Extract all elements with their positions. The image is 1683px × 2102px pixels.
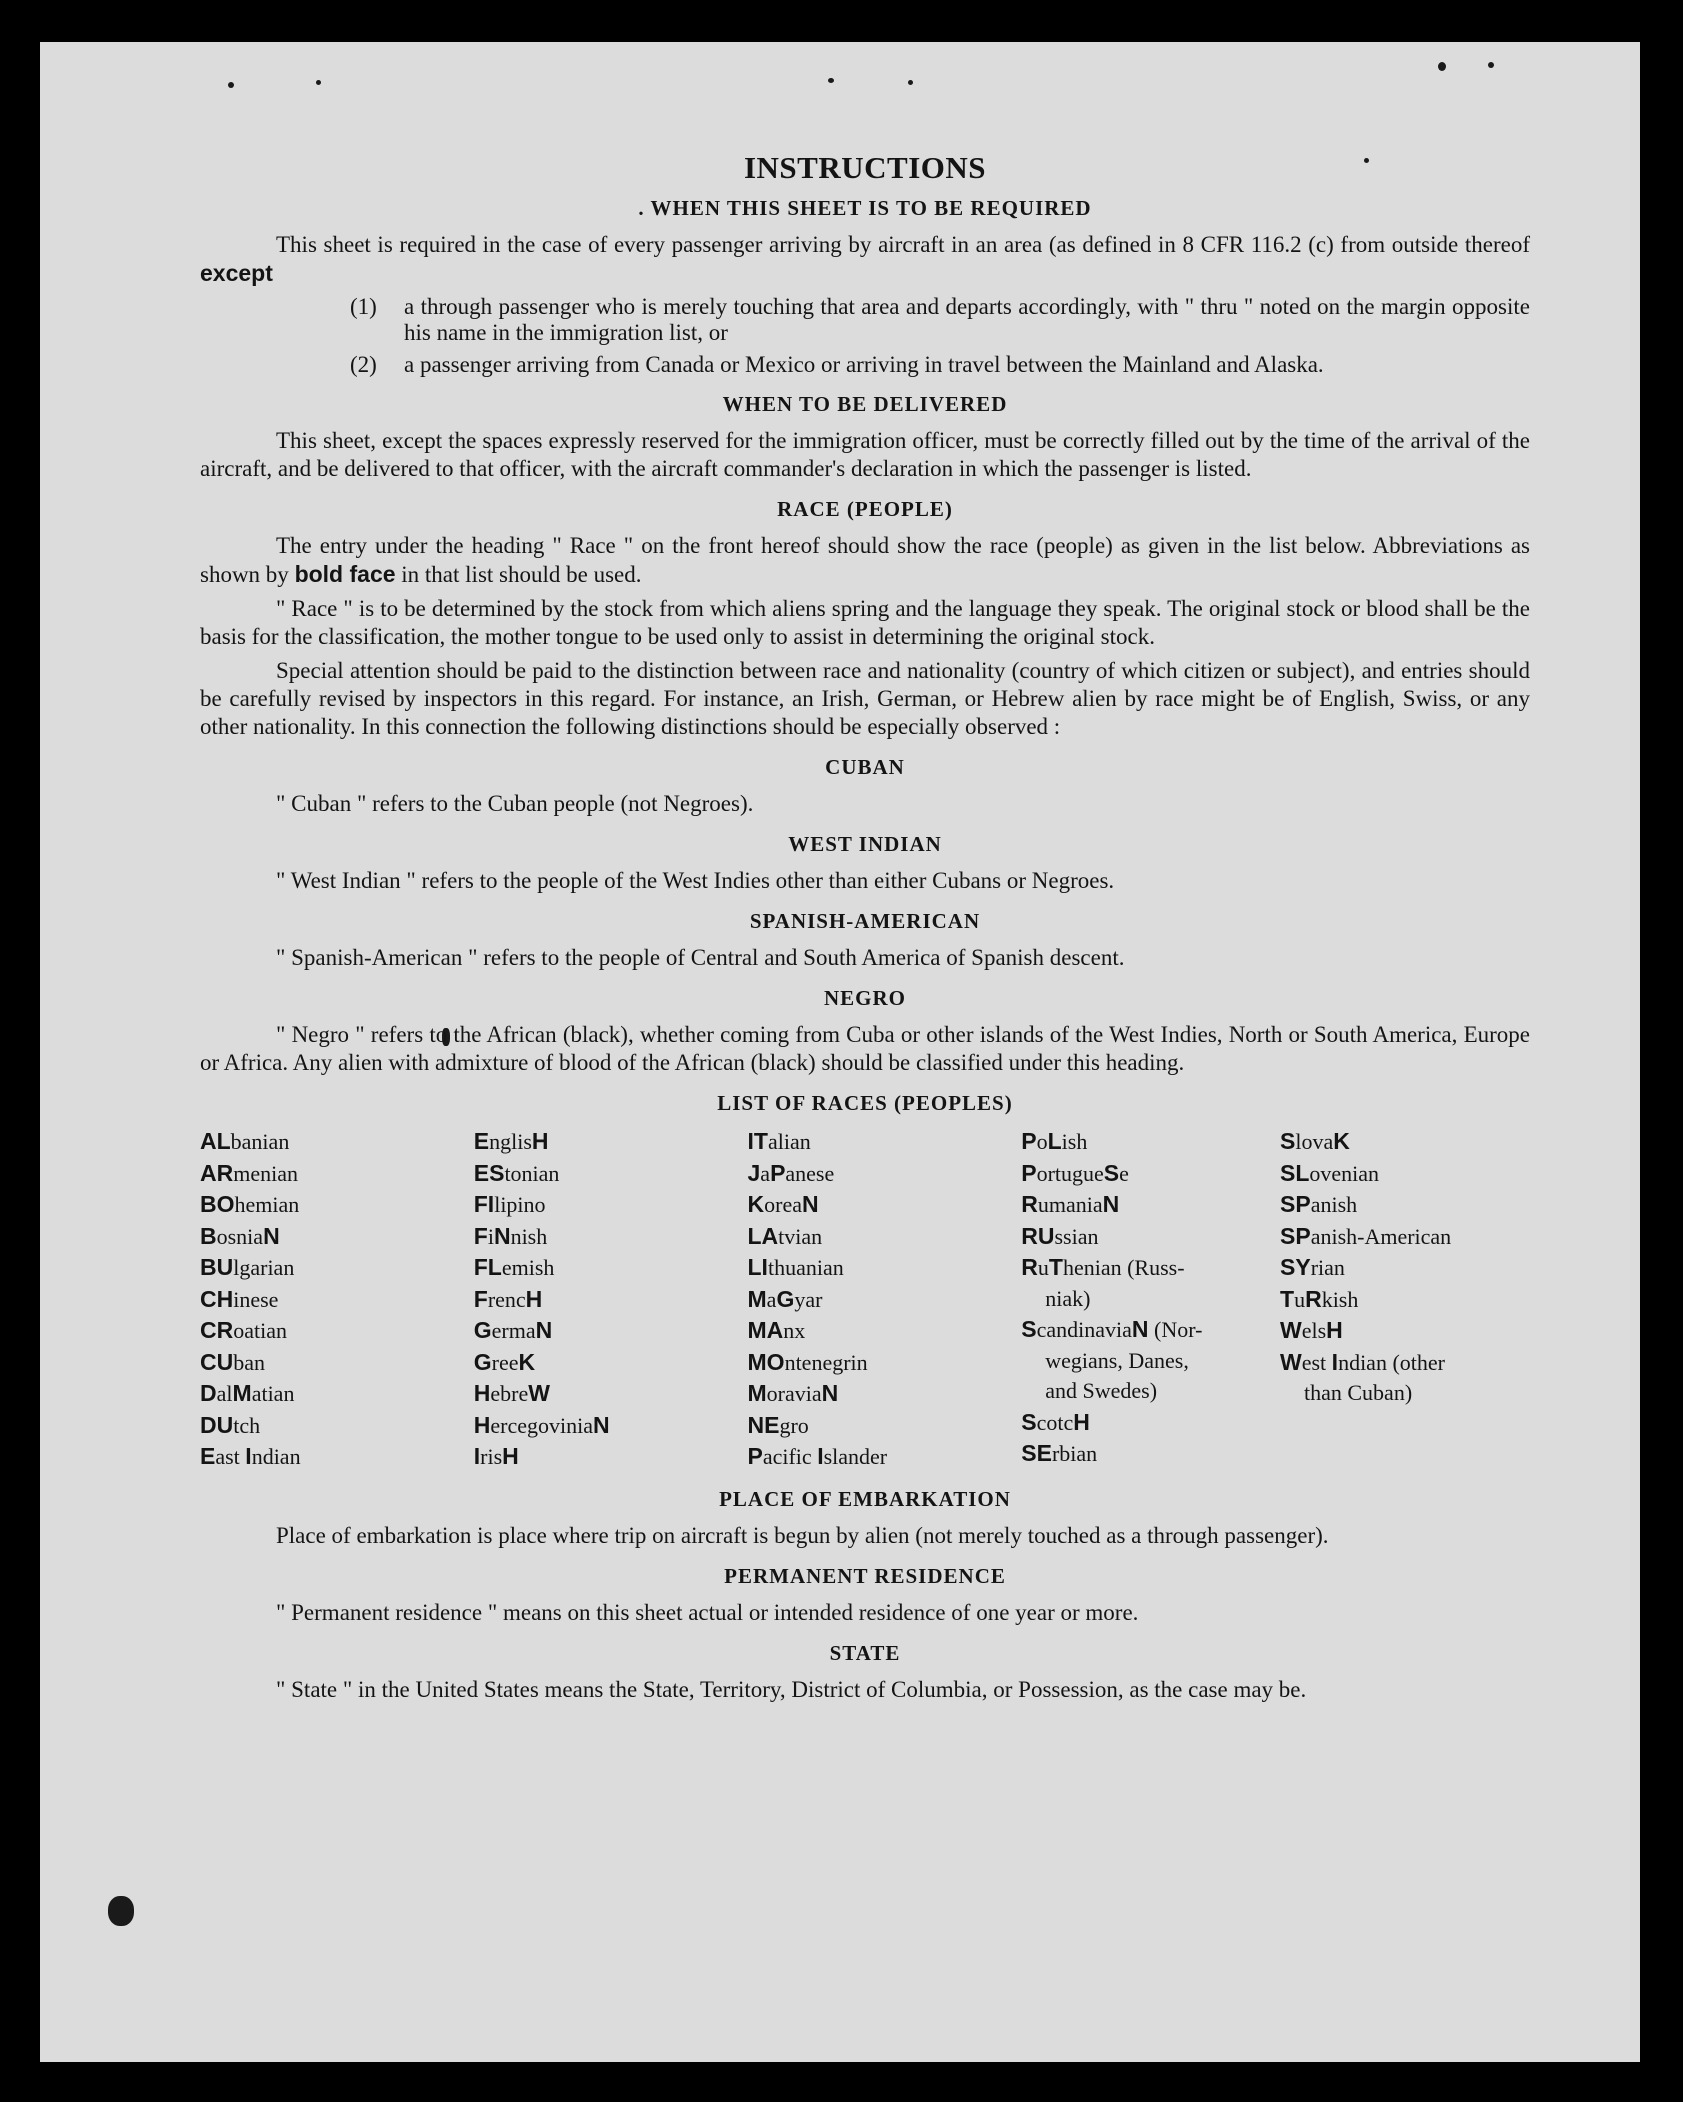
- section-text-race-2: " Race " is to be determined by the stock from which aliens spring and the language they speak. The original stock or blood shall be the basis for the classification, the mother tongue to be used only to assist in determining the original stock.: [200, 596, 1530, 649]
- race-entry: GermaN: [473, 1317, 553, 1343]
- section-text-delivered: This sheet, except the spaces expressly reserved for the immigration officer, must be correctly filled out by the time of the arrival of the aircraft, and be delivered to that officer, with the aircraft commander's declaration in which the passenger is listed.: [200, 428, 1530, 481]
- section-text-residence: " Permanent residence " means on this sheet actual or intended residence of one year or more.: [276, 1599, 1139, 1625]
- section-heading-spanish-american: SPANISH-AMERICAN: [749, 909, 981, 933]
- race-entry: NEgro: [747, 1411, 809, 1438]
- race-entry: IrisH: [473, 1443, 519, 1469]
- race-entry: BOhemian: [200, 1191, 300, 1217]
- section-heading-delivered: WHEN TO BE DELIVERED: [722, 392, 1008, 416]
- race-entry: TuRkish: [1280, 1285, 1359, 1312]
- race-entry: MAnx: [747, 1317, 806, 1343]
- race-entry: DalMatian: [200, 1380, 295, 1406]
- section-heading-negro: NEGRO: [823, 986, 906, 1010]
- race-column: [1280, 1126, 1530, 1473]
- race-entry: FLemish: [473, 1254, 555, 1280]
- race-entry: SPanish-American: [1280, 1222, 1452, 1249]
- race-entry: JaPanese: [747, 1159, 835, 1186]
- race-entry: FrencH: [473, 1285, 543, 1312]
- section-text-negro: " Negro " refers to the African (black), whether coming from Cuba or other islands of the West Indies, North or South America, Europe or Africa. Any alien with admixture of blood of the African (black) should be classified under this heading.: [200, 1022, 1530, 1075]
- race-entry: CUban: [200, 1348, 265, 1375]
- speck-mark: [828, 78, 834, 83]
- race-entry: SErbian: [1021, 1440, 1098, 1466]
- race-entry: KoreaN: [747, 1191, 819, 1217]
- race-entry: PortugueSe: [1021, 1159, 1129, 1186]
- race-entry: RuThenian (Russ- niak): [1021, 1254, 1185, 1311]
- race-entry: FIlipino: [473, 1191, 546, 1217]
- race-entry: ITalian: [747, 1128, 811, 1154]
- race-entry: EnglisH: [473, 1128, 549, 1154]
- document-page: [40, 42, 1640, 2062]
- race-entry: Pacific Islander: [747, 1443, 888, 1469]
- punch-hole-mark: [108, 1896, 134, 1926]
- section-heading-required: . WHEN THIS SHEET IS TO BE REQUIRED: [638, 196, 1092, 220]
- race-entry: SLovenian: [1280, 1159, 1380, 1186]
- race-entry: ScotcH: [1021, 1408, 1090, 1435]
- race-column: [200, 1126, 450, 1473]
- except-word: except: [200, 260, 273, 286]
- section-text-spanish-american: " Spanish-American " refers to the people of Central and South America of Spanish descent.: [276, 945, 1125, 970]
- section-heading-residence: PERMANENT RESIDENCE: [724, 1563, 1006, 1588]
- section-text-embarkation: Place of embarkation is place where trip on aircraft is begun by alien (not merely touched as a through passenger).: [276, 1522, 1329, 1548]
- race-column: [474, 1126, 724, 1473]
- speck-mark: [1488, 62, 1494, 68]
- race-entry: RumaniaN: [1021, 1191, 1120, 1217]
- section-text-west-indian: " West Indian " refers to the people of the West Indies other than either Cubans or Negroes.: [276, 868, 1115, 893]
- race-entry: ALbanian: [200, 1128, 290, 1154]
- speck-mark: [1438, 62, 1446, 71]
- page-title: INSTRUCTIONS: [743, 150, 986, 185]
- race-entry: SYrian: [1280, 1254, 1345, 1280]
- section-heading-west-indian: WEST INDIAN: [788, 832, 942, 856]
- race-entry: MOntenegrin: [747, 1348, 868, 1375]
- race-entry: CHinese: [200, 1285, 279, 1312]
- race-entry: MaGyar: [747, 1285, 823, 1312]
- list-item: (1) a through passenger who is merely touching that area and departs accordingly, with " thru " noted on the margin opposite his name in the immigration list, or: [350, 294, 1530, 345]
- section-heading-cuban: CUBAN: [825, 755, 905, 779]
- races-list: [200, 1126, 1530, 1473]
- race-column: [748, 1126, 998, 1473]
- section-text-race-3: Special attention should be paid to the distinction between race and nationality (country of which citizen or subject), and entries should be carefully revised by inspectors in this regard. For instance, an Irish, German, or Hebrew alien by race might be of English, Swiss, or any other nationality. In this connection the following distinctions should be especially observed :: [200, 658, 1530, 739]
- race-entry: LIthuanian: [747, 1254, 844, 1280]
- race-entry: EStonian: [473, 1159, 560, 1186]
- race-entry: GreeK: [473, 1348, 536, 1375]
- bold-face-phrase: bold face: [294, 561, 396, 587]
- speck-mark: [316, 80, 321, 85]
- race-entry: PoLish: [1021, 1128, 1088, 1154]
- race-entry: FiNnish: [473, 1222, 548, 1249]
- speck-mark: [228, 82, 234, 88]
- section-text-race-1: The entry under the heading " Race " on the front hereof should show the race (people) as given in the list below. Abbreviations as shown by bold face in that list should be used.: [200, 533, 1530, 587]
- instructions-content: [200, 150, 1530, 1704]
- race-entry: HebreW: [473, 1380, 550, 1406]
- section-heading-embarkation: PLACE OF EMBARKATION: [719, 1486, 1011, 1511]
- section-heading-race: RACE (PEOPLE): [777, 497, 953, 521]
- race-entry: SPanish: [1280, 1191, 1358, 1217]
- race-entry: LAtvian: [747, 1222, 823, 1249]
- race-column: [1021, 1126, 1256, 1473]
- race-entry: CRoatian: [200, 1317, 287, 1343]
- speck-mark: [908, 80, 913, 85]
- race-entry: HercegoviniaN: [473, 1411, 610, 1438]
- race-entry: MoraviaN: [747, 1380, 839, 1406]
- race-entry: ScandinaviaN (Nor- wegians, Danes, and Swedes): [1021, 1316, 1203, 1403]
- race-entry: East Indian: [200, 1443, 301, 1469]
- race-entry: BUlgarian: [200, 1254, 295, 1280]
- section-text-cuban: " Cuban " refers to the Cuban people (not Negroes).: [276, 791, 754, 816]
- race-entry: SlovaK: [1280, 1128, 1350, 1154]
- race-entry: WelsH: [1280, 1317, 1343, 1343]
- race-entry: ARmenian: [200, 1159, 298, 1186]
- section-text-state: " State " in the United States means the State, Territory, District of Columbia, or Possession, as the case may be.: [276, 1676, 1307, 1702]
- race-entry: DUtch: [200, 1411, 261, 1438]
- race-entry: West Indian (other than Cuban): [1280, 1348, 1445, 1405]
- section-text-required: This sheet is required in the case of every passenger arriving by aircraft in an area (as defined in 8 CFR 116.2 (c) from outside thereof except: [200, 232, 1530, 286]
- section-heading-races-list: LIST OF RACES (PEOPLES): [717, 1091, 1013, 1115]
- race-entry: BosniaN: [200, 1222, 280, 1249]
- section-heading-state: STATE: [829, 1640, 901, 1665]
- race-entry: RUssian: [1021, 1222, 1099, 1249]
- list-item: (2) a passenger arriving from Canada or Mexico or arriving in travel between the Mainland and Alaska.: [350, 352, 1324, 377]
